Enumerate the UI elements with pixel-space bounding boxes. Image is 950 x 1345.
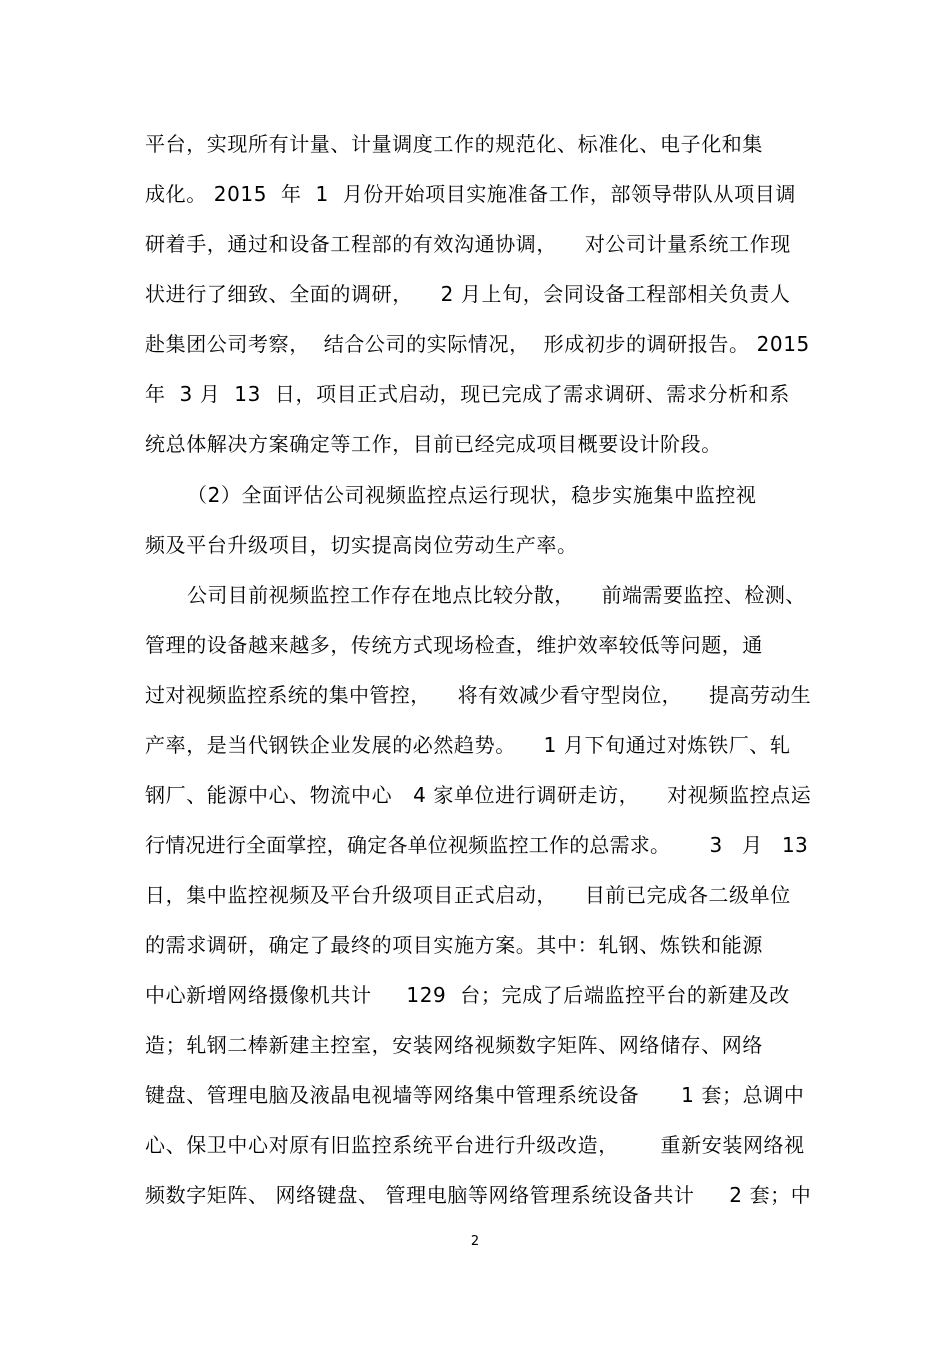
- text-line: 研着手，通过和设备工程部的有效沟通协调， 对公司计量系统工作现: [145, 232, 791, 256]
- text-line: 状进行了细致、全面的调研， 2 月上旬，会同设备工程部相关负责人: [145, 282, 791, 306]
- section-heading-line: 频及平台升级项目，切实提高岗位劳动生产率。: [145, 533, 578, 557]
- text-line: 中心新增网络摄像机共计 129 台；完成了后端监控平台的新建及改: [145, 983, 790, 1007]
- text-line: 赴集团公司考察， 结合公司的实际情况， 形成初步的调研报告。 2015: [145, 332, 810, 356]
- text-line: 造；轧钢二棒新建主控室，安装网络视频数字矩阵、网络储存、网络: [145, 1033, 763, 1057]
- text-line: 平台，实现所有计量、计量调度工作的规范化、标准化、电子化和集: [145, 132, 763, 156]
- text-line: 统总体解决方案确定等工作，目前已经完成项目概要设计阶段。: [145, 432, 722, 456]
- text-line: 心、保卫中心对原有旧监控系统平台进行升级改造， 重新安装网络视: [145, 1133, 805, 1157]
- text-line: 管理的设备越来越多，传统方式现场检查，维护效率较低等问题，通: [145, 633, 763, 657]
- text-line: 键盘、管理电脑及液晶电视墙等网络集中管理系统设备 1 套；总调中: [145, 1083, 805, 1107]
- text-line: 成化。 2015 年 1 月份开始项目实施准备工作，部领导带队从项目调: [145, 182, 796, 206]
- section-heading-line: （2）全面评估公司视频监控点运行现状，稳步实施集中监控视: [187, 483, 757, 507]
- text-line: 钢厂、能源中心、物流中心 4 家单位进行调研走访， 对视频监控点运: [145, 783, 812, 807]
- text-line: 频数字矩阵、 网络键盘、 管理电脑等网络管理系统设备共计 2 套；中: [145, 1183, 812, 1207]
- paragraph-first-line: 公司目前视频监控工作存在地点比较分散， 前端需要监控、检测、: [187, 583, 806, 607]
- text-line: 行情况进行全面掌控，确定各单位视频监控工作的总需求。 3 月 13: [145, 833, 808, 857]
- page-number: 2: [470, 1234, 480, 1249]
- text-line: 过对视频监控系统的集中管控， 将有效减少看守型岗位， 提高劳动生: [145, 683, 812, 707]
- text-line: 日，集中监控视频及平台升级项目正式启动， 目前已完成各二级单位: [145, 883, 791, 907]
- text-line: 的需求调研，确定了最终的项目实施方案。其中：轧钢、炼铁和能源: [145, 933, 763, 957]
- text-line: 年 3 月 13 日，项目正式启动，现已完成了需求调研、需求分析和系: [145, 382, 790, 406]
- text-line: 产率，是当代钢铁企业发展的必然趋势。 1 月下旬通过对炼铁厂、轧: [145, 733, 791, 757]
